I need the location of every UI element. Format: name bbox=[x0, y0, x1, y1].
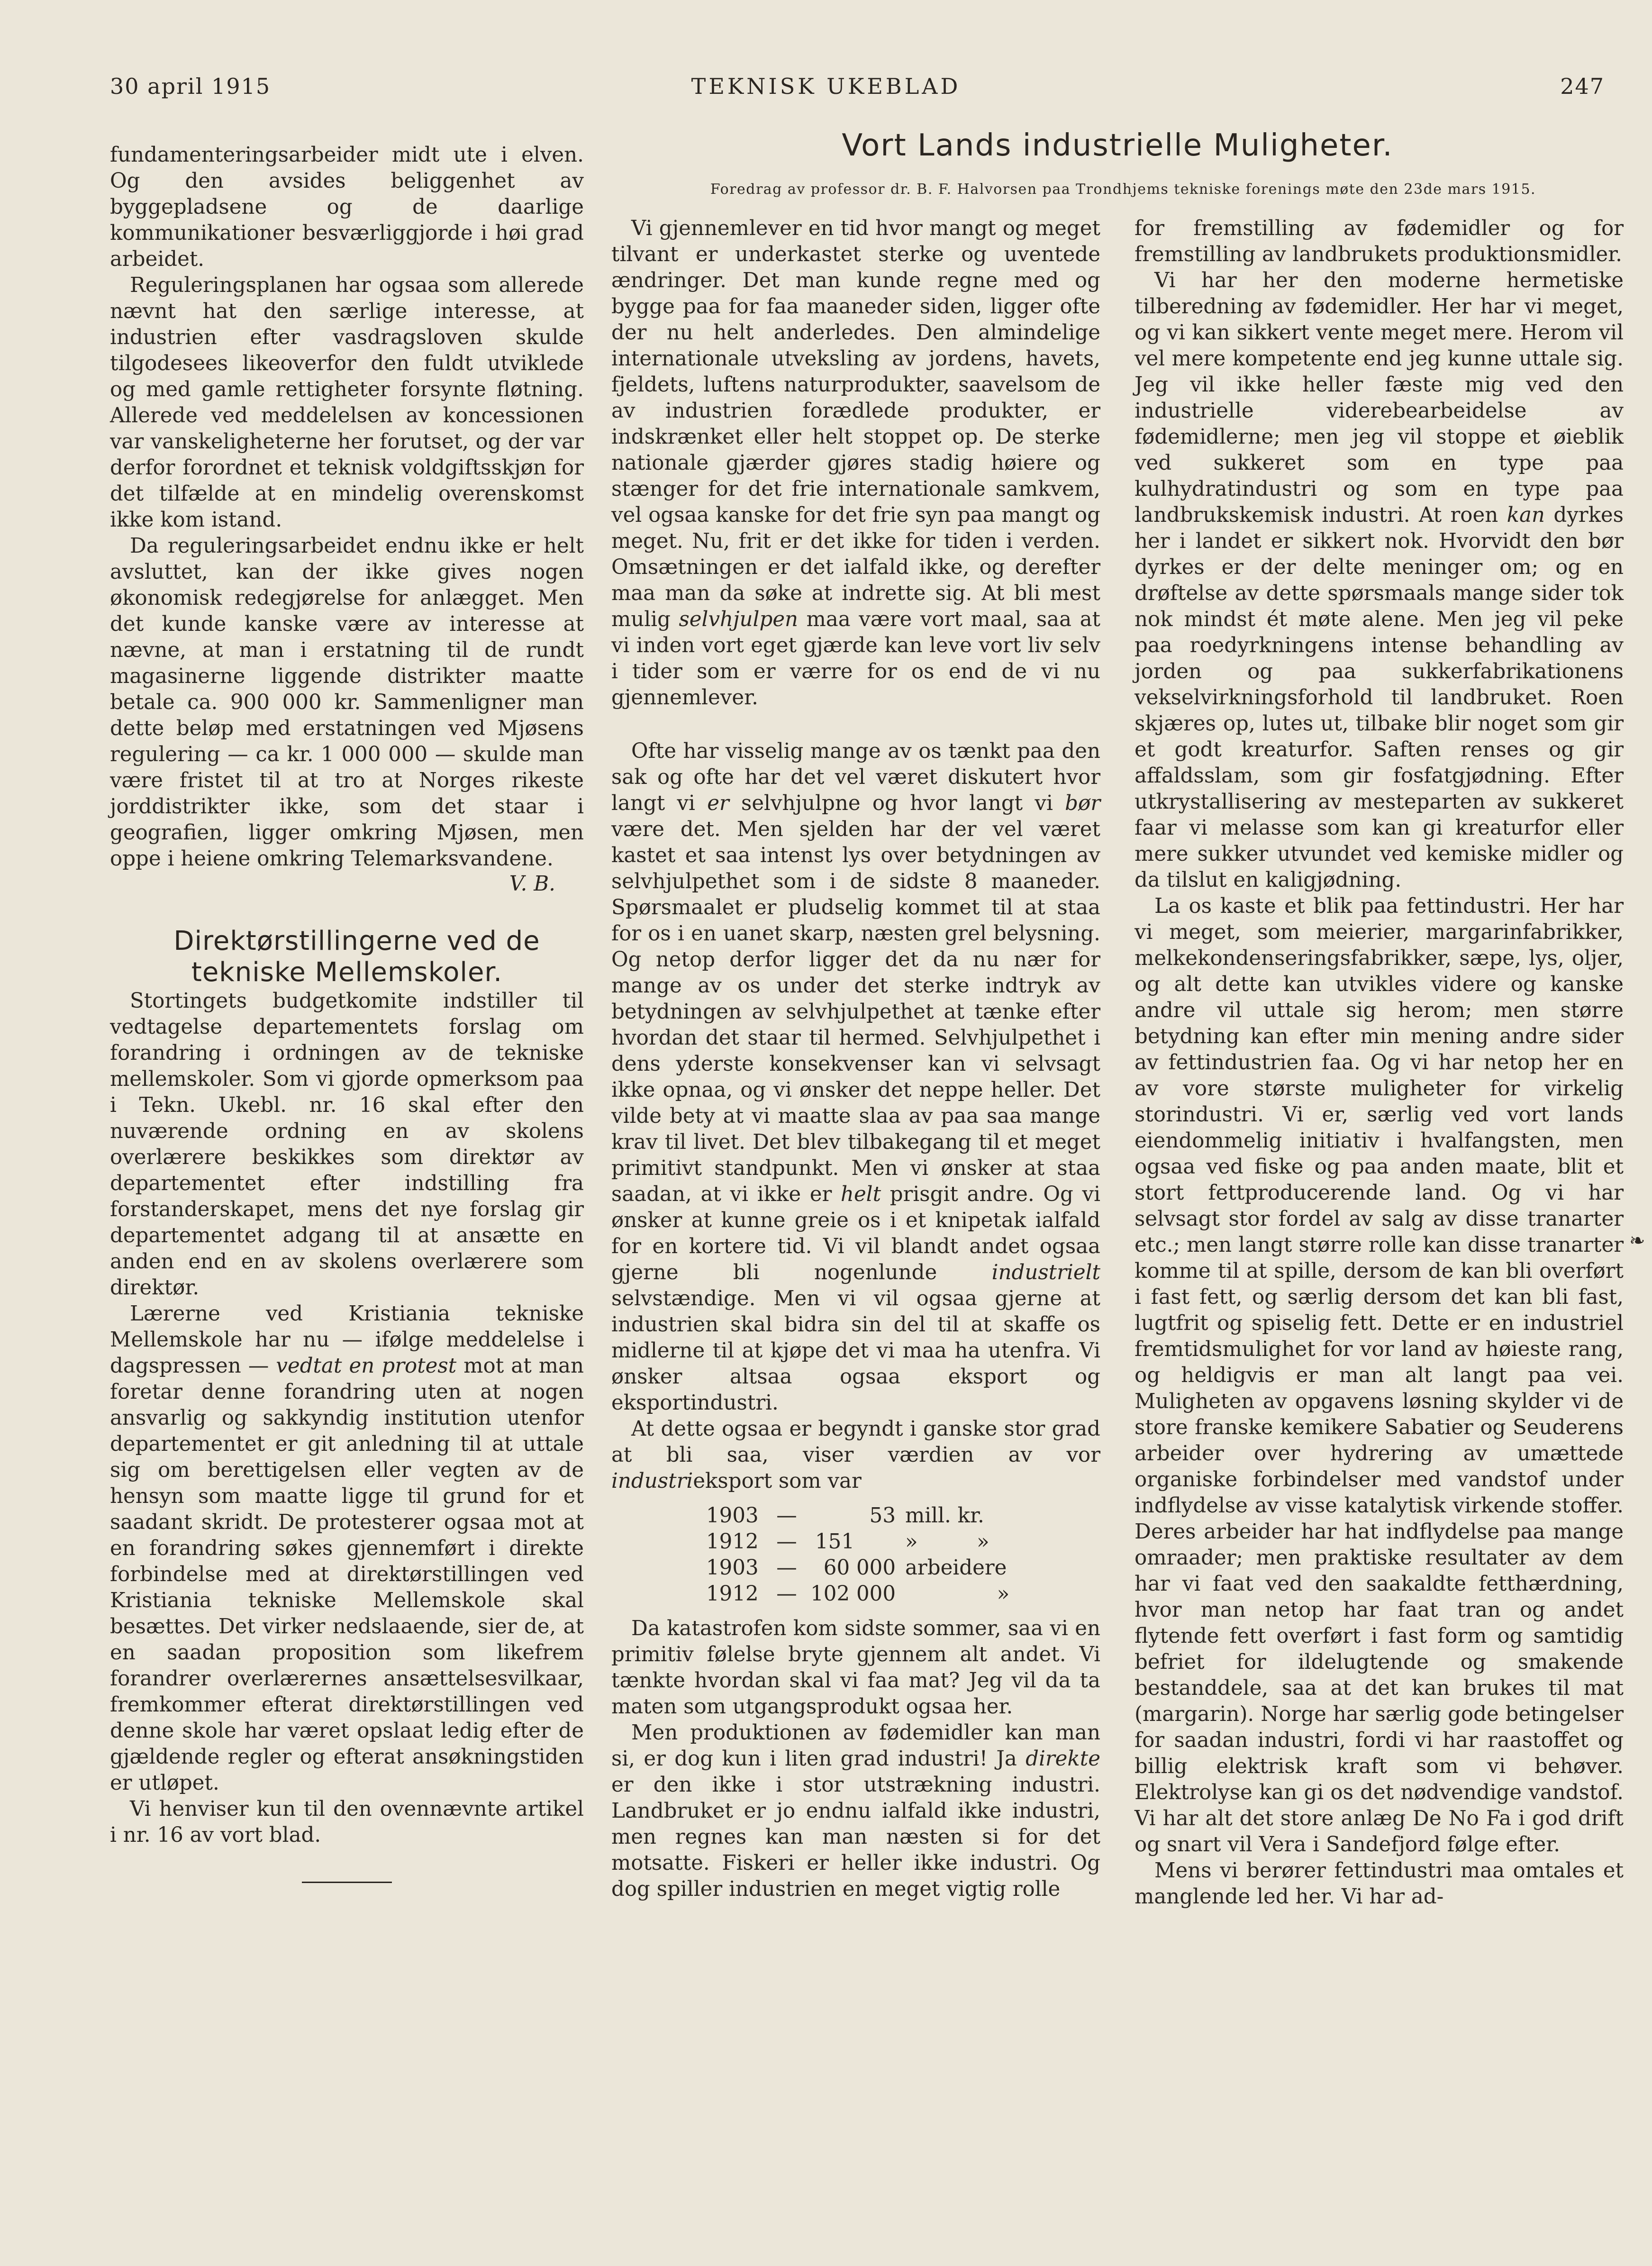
export-table bbox=[706, 1503, 1100, 1607]
end-rule bbox=[302, 1882, 392, 1883]
paragraph: Vi henviser kun til den ovennævnte artikel i nr. 16 av vort blad. bbox=[110, 1797, 584, 1847]
column-left bbox=[110, 142, 584, 1883]
paragraph: Mens vi berører fettindustri maa omtales et manglende led her. Vi har ad- bbox=[1135, 1859, 1624, 1909]
paragraph: for fremstilling av fødemidler og for fremstilling av landbrukets produktionsmidler. bbox=[1135, 217, 1624, 266]
paragraph: Men produktionen av fødemidler kan man si, er dog kun i liten grad industri! Ja direkte er den ikke i stor utstrækning industri. Landbruket er jo endnu ialfald ikke industri, men regnes kan man næsten si for det motsatte. Fiskeri er heller ikke industri. Og dog spiller industrien en meget vigtig rolle bbox=[611, 1721, 1100, 1901]
paragraph: Lærerne ved Kristiania tekniske Mellemskole har nu — ifølge meddelelse i dagspressen — vedtat en protest mot at man foretar denne forandring uten at nogen ansvarlig og sakkyndig institution utenfor departementet er git anledning til at uttale sig om berettigelsen eller vegten av de hensyn som maatte ligge til grund for et saadant skridt. De protesterer ogsaa mot at en forandring søkes gjennemført i direkte forbindelse med at direktørstillingen ved Kristiania tekniske Mellemskole skal besættes. Det virker nedslaaende, sier de, at en saadan proposition som likefrem forandrer overlærernes ansættelsesvilkaar, fremkommer efterat direktørstillingen ved denne skole har været opslaat ledig efter de gjældende regler og efterat ansøkningstiden er utløpet. bbox=[110, 1302, 584, 1795]
paragraph: Vi har her den moderne hermetiske tilberedning av fødemidler. Her har vi meget, og vi kan sikkert vente meget mere. Herom vil vel mere kompetente end jeg kunne uttale sig. Jeg vil ikke heller fæste mig ved den industrielle viderebearbeidelse av fødemidlerne; men jeg vil stoppe et øieblik ved sukkeret som en type paa kulhydratindustri og som en type paa landbrukskemisk industri. At roen kan dyrkes her i landet er sikkert nok. Hvorvidt den bør dyrkes er der delte meninger om; og en drøftelse av dette spørsmaals mange sider tok nok mindst ét møte alene. Men jeg vil peke paa roedyrkningens intense behandling av jorden og paa sukkerfabrikationens vekselvirkningsforhold til landbruket. Roen skjæres op, lutes ut, tilbake blir noget som gir et godt kreaturfor. Saften renses og gir affaldsslam, som gir fosfatgjødning. Efter utkrystallisering av mesteparten av sukkeret faar vi melasse som kan gi kreaturfor eller mere sukker utvundet ved kemiske midler og da tilslut en kaligjødning. bbox=[1135, 269, 1624, 892]
header-journal-title: TEKNISK UKEBLAD bbox=[691, 73, 961, 99]
table-row: 1903 — 60 000 arbeidere bbox=[706, 1556, 1007, 1580]
table-row: 1912 — 102 000 » bbox=[706, 1582, 1010, 1606]
paragraph: Da katastrofen kom sidste sommer, saa vi en primitiv følelse bryte gjennem alt andet. Vi tænkte hvordan skal vi faa mat? Jeg vil da ta maten som utgangsprodukt ogsaa her. bbox=[611, 1617, 1100, 1719]
signature: V. B. bbox=[509, 872, 555, 896]
paragraph: fundamenteringsarbeider midt ute i elven. Og den avsides beliggenhet av byggepladsene og de daarlige kommunikationer besværliggjorde i høi grad arbeidet. bbox=[110, 143, 584, 271]
header-date: 30 april 1915 bbox=[110, 73, 271, 99]
paragraph: Ofte har visselig mange av os tænkt paa den sak og ofte har det vel været diskutert hvor langt vi er selvhjulpne og hvor langt vi bør være det. Men sjelden har der vel været kastet et saa intenst lys over betydningen av selvhjulpethet som i de sidste 8 maaneder. Spørsmaalet er pludselig kommet til at staa for os i en uanet skarp, næsten grel belysning. Og netop derfor ligger det da nu nær for mange av os under det sterke indtryk av betydningen av selvhjulpethet at tænke efter hvordan det staar til hermed. Selvhjulpethet i dens yderste konsekvenser kan vi selvsagt ikke opnaa, og vi ønsker det neppe heller. Det vilde bety at vi maatte slaa av paa saa mange krav til livet. Det blev tilbakegang til et meget primitivt standpunkt. Men vi ønsker at staa saadan, at vi ikke er helt prisgit andre. Og vi ønsker at kunne greie os i et knipetak ialfald for en kortere tid. Vi vil blandt andet ogsaa gjerne bli nogenlunde industrielt selvstændige. Men vi vil ogsaa gjerne at industrien skal bidra sin del til at skaffe os midlerne til at kjøpe det vi maa ha utenfra. Vi ønsker altsaa ogsaa eksport og eksportindustri. bbox=[611, 739, 1100, 1415]
article-subtitle: Foredrag av professor dr. B. F. Halvorsen paa Trondhjems tekniske forenings møte den 23de mars 1915. bbox=[710, 181, 1536, 198]
table-row: 1903 — 53 mill. kr. bbox=[706, 1504, 984, 1528]
article-title-industrielle-muligheter: Vort Lands industrielle Muligheter. bbox=[842, 128, 1393, 163]
paragraph: Da reguleringsarbeidet endnu ikke er helt avsluttet, kan der ikke gives nogen økonomisk redegjørelse for anlægget. Men det kunde kanske være av interesse at nævne, at man i erstatning til de rundt magasinerne liggende distrikter maatte betale ca. 900 000 kr. Sammenligner man dette beløp med erstatningen ved Mjøsens regulering — ca kr. 1 000 000 — skulde man være fristet til at tro at Norges rikeste jorddistrikter ikke, som det staar i geografien, ligger omkring Mjøsen, men oppe i heiene omkring Telemarksvandene. bbox=[110, 534, 584, 871]
column-right bbox=[1135, 216, 1624, 1910]
margin-mark-icon: ❧ bbox=[1629, 1230, 1645, 1252]
article-title-direktorstillinger: Direktørstillingerne ved de tekniske Mellemskoler. bbox=[173, 926, 540, 988]
paragraph: La os kaste et blik paa fettindustri. Her har vi meget, som meierier, margarinfabrikker, melkekondenseringsfabrikker, sæpe, lys, oljer, og alt dette kan utvikles videre og kanske andre vil uttale sig herom; men større betydning kan efter min mening andre sider av fettindustrien faa. Og vi har netop her en av vore største muligheter for virkelig storindustri. Vi er, særlig ved vort lands eiendommelig initiativ i hvalfangsten, men ogsaa ved fiske og paa anden maate, blit et stort fettproducerende land. Og vi har selvsagt stor fordel av salg av disse tranarter etc.; men langt større rolle kan disse tranarter komme til at spille, dersom de kan bli overført i fast fett, og særlig dersom det kan bli fast, lugtfrit og spiselig fett. Dette er en industriel fremtidsmulighet for vor land av høieste rang, og heldigvis er man alt langt paa vei. Muligheten av opgavens løsning skylder vi de store franske kemikere Sabatier og Seuderens arbeider over hydrering av umættede organiske forbindelser med vandstof under indflydelse av visse katalytisk virkende stoffer. Deres arbeider har hat indflydelse paa mange omraader; men praktiske resultater av dem har vi faat ved den saakaldte fetthærdning, hvor man netop har faat tran og andet flytende fett overført i fast form og samtidig befriet for ildelugtende og smakende bestanddele, saa at det kan brukes til mat (margarin). Norge har særlig gode betingelser for saadan industri, fordi vi har raastoffet og billig elektrisk kraft som vi behøver. Elektrolyse kan gi os det nødvendige vandstof. Vi har alt det store anlæg De No Fa i god drift og snart vil Vera i Sandefjord følge efter. bbox=[1135, 894, 1624, 1856]
column-middle bbox=[611, 216, 1100, 1902]
paragraph: Stortingets budgetkomite indstiller til vedtagelse departementets forslag om forandring i ordningen av de tekniske mellemskoler. Som vi gjorde opmerksom paa i Tekn. Ukebl. nr. 16 skal efter den nuværende ordning en av skolens overlærere beskikkes som direktør av departementet efter indstilling fra forstanderskapet, mens det nye forslag gir departementet adgang til at ansætte en anden end en av skolens overlærere som direktør. bbox=[110, 989, 584, 1300]
table-row: 1912 — 151 » » bbox=[706, 1530, 989, 1554]
paragraph: Vi gjennemlever en tid hvor mangt og meget tilvant er underkastet sterke og uventede ændringer. Det man kunde regne med og bygge paa for faa maaneder siden, ligger ofte der nu helt anderledes. Den almindelige internationale utveksling av jordens, havets, fjeldets, luftens naturprodukter, saavelsom de av industrien forædlede produkter, er indskrænket eller helt stoppet op. De sterke nationale gjærder gjøres stadig høiere og stænger for det frie internationale samkvem, vel ogsaa kanske for det frie syn paa mangt og meget. Nu, frit er det ikke for tiden i verden. Omsætningen er det ialfald ikke, og derefter maa man da søke at indrette sig. At bli mest mulig selvhjulpen maa være vort maal, saa at vi inden vort eget gjærde kan leve vort liv selv i tider som er værre for os end de vi nu gjennemlever. bbox=[611, 217, 1100, 710]
paragraph: At dette ogsaa er begyndt i ganske stor grad at bli saa, viser værdien av vor industrieksport som var bbox=[611, 1417, 1100, 1493]
header-page-number: 247 bbox=[1560, 73, 1605, 99]
paragraph: Reguleringsplanen har ogsaa som allerede nævnt hat den særlige interesse, at industrien efter vasdragsloven skulde tilgodesees likeoverfor den fuldt utviklede og med gamle rettigheter forsynte fløtning. Allerede ved meddelelsen av koncessionen var vanskeligheterne her forutset, og der var derfor forordnet et teknisk voldgiftsskjøn for det tilfælde at en mindelig overenskomst ikke kom istand. bbox=[110, 273, 584, 532]
